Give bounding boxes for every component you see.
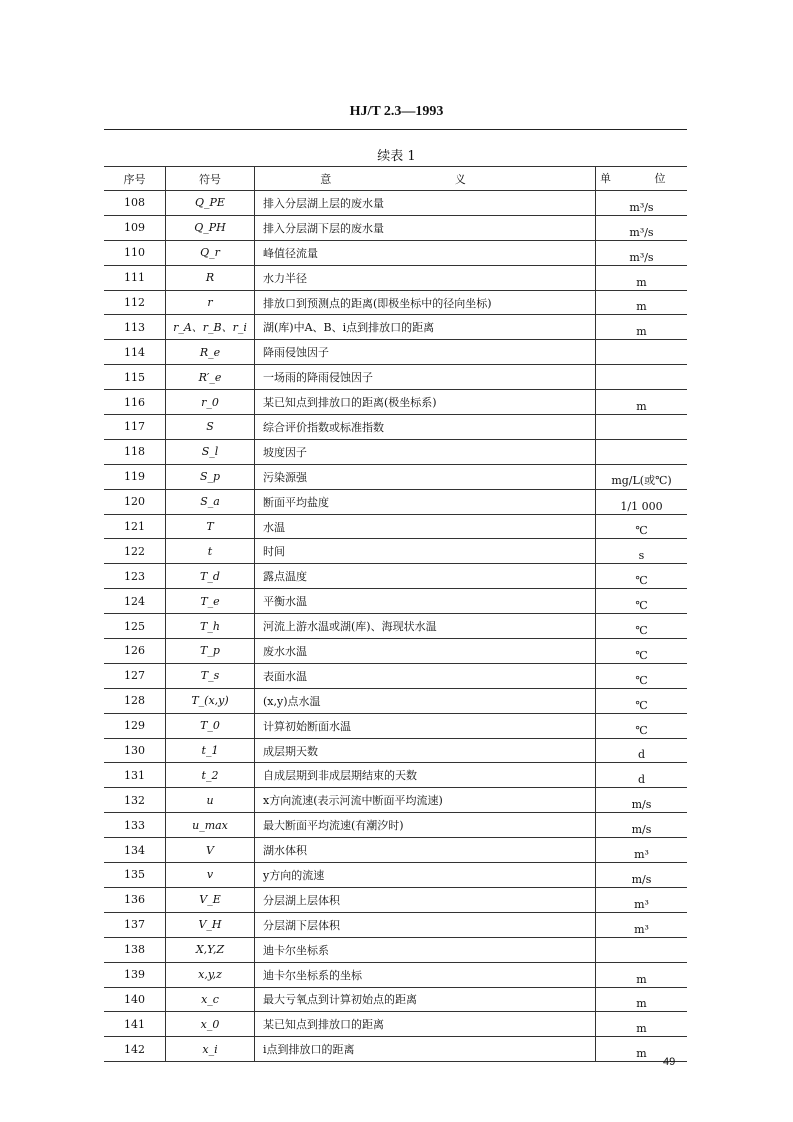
row-meaning: y方向的流速	[255, 863, 596, 888]
table-caption: 续表 1	[377, 149, 416, 164]
row-number: 114	[104, 340, 166, 365]
row-symbol: T_0	[166, 713, 255, 738]
row-number: 113	[104, 315, 166, 340]
row-unit: ℃	[596, 589, 688, 614]
row-meaning: 迪卡尔坐标系的坐标	[255, 962, 596, 987]
table-row	[104, 813, 687, 838]
row-symbol: S	[166, 415, 255, 440]
row-unit: s	[596, 539, 688, 564]
row-number: 138	[104, 937, 166, 962]
row-symbol: v	[166, 863, 255, 888]
row-unit: m³	[596, 912, 688, 937]
row-symbol: T_s	[166, 663, 255, 688]
row-symbol: V_H	[166, 912, 255, 937]
table-row	[104, 713, 687, 738]
row-meaning: 露点温度	[255, 564, 596, 589]
row-unit: m/s	[596, 863, 688, 888]
row-unit: m	[596, 987, 688, 1012]
row-number: 136	[104, 887, 166, 912]
table-row	[104, 464, 687, 489]
row-symbol: T_d	[166, 564, 255, 589]
table-row	[104, 788, 687, 813]
column-header-meaning: 意 义	[255, 167, 596, 191]
row-symbol: X,Y,Z	[166, 937, 255, 962]
row-unit: mg/L(或℃)	[596, 464, 688, 489]
row-meaning: 排放口到预测点的距离(即极坐标中的径向坐标)	[255, 290, 596, 315]
row-symbol: Q_r	[166, 240, 255, 265]
row-number: 132	[104, 788, 166, 813]
row-meaning: (x,y)点水温	[255, 688, 596, 713]
row-unit: m³/s	[596, 191, 688, 216]
row-number: 108	[104, 191, 166, 216]
row-number: 130	[104, 738, 166, 763]
row-symbol: x_c	[166, 987, 255, 1012]
row-meaning: 排入分层湖下层的废水量	[255, 215, 596, 240]
row-unit	[596, 937, 688, 962]
row-number: 125	[104, 614, 166, 639]
row-meaning: 水温	[255, 514, 596, 539]
table-row	[104, 191, 687, 216]
row-unit: ℃	[596, 639, 688, 664]
column-header-unit: 单 位	[596, 167, 688, 191]
row-number: 118	[104, 439, 166, 464]
table-row	[104, 539, 687, 564]
row-unit: m	[596, 390, 688, 415]
table-row	[104, 315, 687, 340]
row-number: 142	[104, 1037, 166, 1062]
row-symbol: T_e	[166, 589, 255, 614]
row-meaning: 水力半径	[255, 265, 596, 290]
row-number: 112	[104, 290, 166, 315]
row-unit: ℃	[596, 564, 688, 589]
row-meaning: 时间	[255, 539, 596, 564]
row-meaning: x方向流速(表示河流中断面平均流速)	[255, 788, 596, 813]
row-symbol: S_a	[166, 489, 255, 514]
row-meaning: 分层湖上层体积	[255, 887, 596, 912]
row-unit	[596, 439, 688, 464]
row-symbol: t	[166, 539, 255, 564]
table-row	[104, 1037, 687, 1062]
row-number: 135	[104, 863, 166, 888]
row-meaning: 自成层期到非成层期结束的天数	[255, 763, 596, 788]
row-unit: d	[596, 738, 688, 763]
table-row	[104, 489, 687, 514]
row-number: 139	[104, 962, 166, 987]
table-row	[104, 962, 687, 987]
table-row	[104, 887, 687, 912]
row-unit: m	[596, 1037, 688, 1062]
row-number: 117	[104, 415, 166, 440]
row-unit: m/s	[596, 788, 688, 813]
row-meaning: 坡度因子	[255, 439, 596, 464]
table-row	[104, 340, 687, 365]
row-meaning: 断面平均盐度	[255, 489, 596, 514]
row-unit: m	[596, 315, 688, 340]
row-unit: ℃	[596, 713, 688, 738]
symbol-table	[104, 166, 687, 1062]
row-unit: m	[596, 265, 688, 290]
row-number: 134	[104, 838, 166, 863]
row-meaning: 计算初始断面水温	[255, 713, 596, 738]
row-meaning: 湖(库)中A、B、i点到排放口的距离	[255, 315, 596, 340]
table-row	[104, 439, 687, 464]
row-symbol: Q_PH	[166, 215, 255, 240]
row-number: 129	[104, 713, 166, 738]
row-number: 111	[104, 265, 166, 290]
table-row	[104, 415, 687, 440]
row-number: 128	[104, 688, 166, 713]
row-number: 110	[104, 240, 166, 265]
row-meaning: 峰值径流量	[255, 240, 596, 265]
table-row	[104, 738, 687, 763]
row-unit: m³	[596, 887, 688, 912]
row-number: 120	[104, 489, 166, 514]
row-symbol: u	[166, 788, 255, 813]
row-unit	[596, 365, 688, 390]
table-row	[104, 1012, 687, 1037]
table-row	[104, 589, 687, 614]
row-number: 127	[104, 663, 166, 688]
row-number: 119	[104, 464, 166, 489]
row-symbol: r	[166, 290, 255, 315]
row-unit: m	[596, 962, 688, 987]
table-row	[104, 663, 687, 688]
row-symbol: Q_PE	[166, 191, 255, 216]
row-meaning: i点到排放口的距离	[255, 1037, 596, 1062]
row-symbol: R_e	[166, 340, 255, 365]
table-row	[104, 863, 687, 888]
row-unit: m³	[596, 838, 688, 863]
row-symbol: T_h	[166, 614, 255, 639]
row-number: 121	[104, 514, 166, 539]
table-row	[104, 614, 687, 639]
table-row	[104, 639, 687, 664]
row-number: 115	[104, 365, 166, 390]
row-unit: ℃	[596, 663, 688, 688]
table-row	[104, 987, 687, 1012]
table-row	[104, 838, 687, 863]
row-unit	[596, 340, 688, 365]
table-row	[104, 215, 687, 240]
row-symbol: t_1	[166, 738, 255, 763]
row-symbol: T	[166, 514, 255, 539]
table-header-row	[104, 167, 687, 191]
row-number: 131	[104, 763, 166, 788]
table-row	[104, 564, 687, 589]
row-meaning: 一场雨的降雨侵蚀因子	[255, 365, 596, 390]
row-meaning: 污染源强	[255, 464, 596, 489]
row-number: 133	[104, 813, 166, 838]
table-row	[104, 763, 687, 788]
row-symbol: T_(x,y)	[166, 688, 255, 713]
row-meaning: 某已知点到排放口的距离(极坐标系)	[255, 390, 596, 415]
row-unit: ℃	[596, 614, 688, 639]
column-header-symbol: 符号	[166, 167, 255, 191]
row-symbol: t_2	[166, 763, 255, 788]
row-symbol: r_0	[166, 390, 255, 415]
row-meaning: 分层湖下层体积	[255, 912, 596, 937]
table-row	[104, 365, 687, 390]
row-symbol: r_A、r_B、r_i	[166, 315, 255, 340]
row-unit: m	[596, 290, 688, 315]
row-unit: m/s	[596, 813, 688, 838]
row-symbol: V_E	[166, 887, 255, 912]
table-row	[104, 265, 687, 290]
row-symbol: x,y,z	[166, 962, 255, 987]
row-number: 140	[104, 987, 166, 1012]
row-unit: ℃	[596, 688, 688, 713]
table-row	[104, 240, 687, 265]
row-number: 122	[104, 539, 166, 564]
table-row	[104, 912, 687, 937]
table-row	[104, 937, 687, 962]
row-unit: m³/s	[596, 240, 688, 265]
row-meaning: 最大断面平均流速(有潮汐时)	[255, 813, 596, 838]
row-unit: m	[596, 1012, 688, 1037]
row-symbol: R	[166, 265, 255, 290]
row-meaning: 综合评价指数或标准指数	[255, 415, 596, 440]
header-rule	[104, 129, 687, 130]
table-row	[104, 290, 687, 315]
row-meaning: 表面水温	[255, 663, 596, 688]
row-unit: ℃	[596, 514, 688, 539]
row-meaning: 平衡水温	[255, 589, 596, 614]
document-header: HJ/T 2.3—1993	[349, 104, 444, 119]
table-row	[104, 514, 687, 539]
row-meaning: 成层期天数	[255, 738, 596, 763]
column-header-no: 序号	[104, 167, 166, 191]
page-number: 49	[663, 1056, 676, 1068]
table-body	[104, 191, 687, 1062]
row-meaning: 废水水温	[255, 639, 596, 664]
row-symbol: S_p	[166, 464, 255, 489]
row-symbol: u_max	[166, 813, 255, 838]
row-meaning: 某已知点到排放口的距离	[255, 1012, 596, 1037]
row-number: 137	[104, 912, 166, 937]
row-meaning: 排入分层湖上层的废水量	[255, 191, 596, 216]
row-symbol: S_l	[166, 439, 255, 464]
row-unit: d	[596, 763, 688, 788]
row-number: 116	[104, 390, 166, 415]
row-unit: 1/1 000	[596, 489, 688, 514]
row-number: 123	[104, 564, 166, 589]
row-meaning: 最大亏氧点到计算初始点的距离	[255, 987, 596, 1012]
row-number: 124	[104, 589, 166, 614]
row-symbol: x_0	[166, 1012, 255, 1037]
row-symbol: R′_e	[166, 365, 255, 390]
row-meaning: 湖水体积	[255, 838, 596, 863]
row-number: 109	[104, 215, 166, 240]
row-unit: m³/s	[596, 215, 688, 240]
row-number: 126	[104, 639, 166, 664]
row-unit	[596, 415, 688, 440]
table-row	[104, 390, 687, 415]
row-symbol: x_i	[166, 1037, 255, 1062]
row-number: 141	[104, 1012, 166, 1037]
row-symbol: V	[166, 838, 255, 863]
row-symbol: T_p	[166, 639, 255, 664]
row-meaning: 迪卡尔坐标系	[255, 937, 596, 962]
table-row	[104, 688, 687, 713]
row-meaning: 河流上游水温或湖(库)、海现状水温	[255, 614, 596, 639]
row-meaning: 降雨侵蚀因子	[255, 340, 596, 365]
